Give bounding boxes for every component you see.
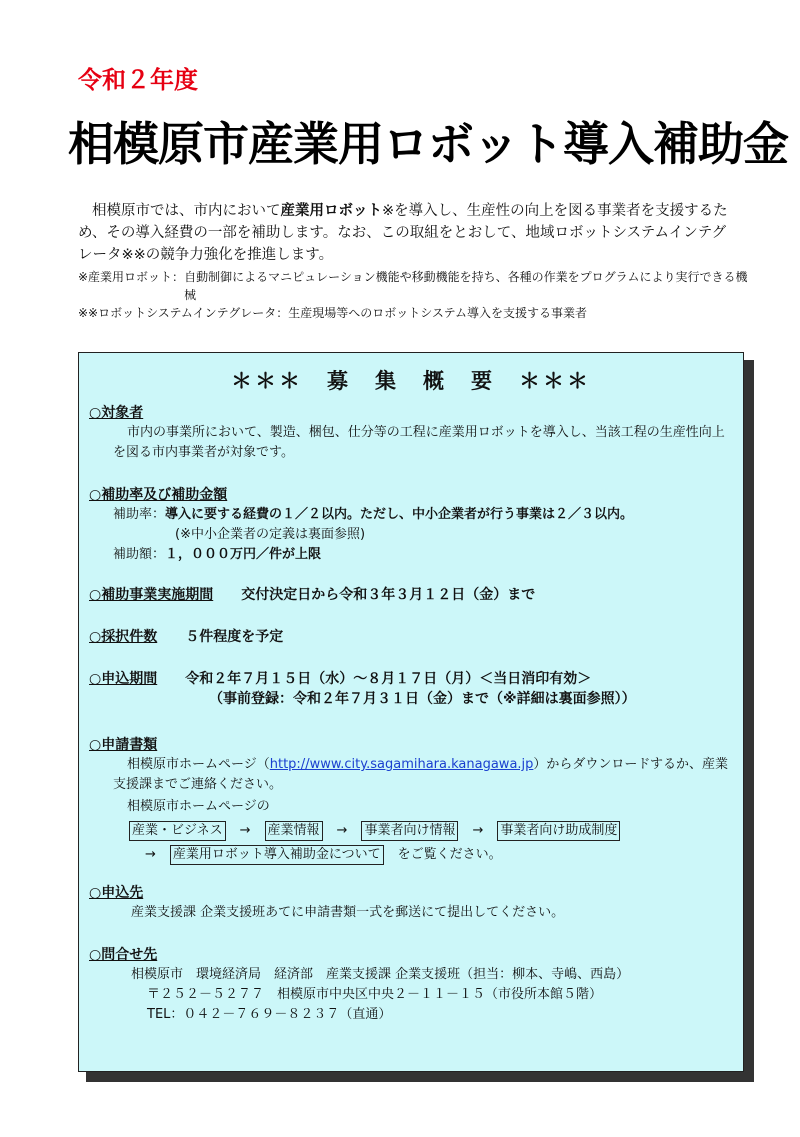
arrow-icon: →	[145, 847, 156, 862]
docs-text-3: 相模原市ホームページの	[127, 799, 270, 814]
docs-text-1: 相模原市ホームページ（	[127, 757, 270, 772]
intro-bold-term: 産業用ロボット	[280, 203, 382, 219]
arrow-icon: →	[239, 823, 251, 838]
summary-heading: ＊＊＊ 募 集 概 要 ＊＊＊	[231, 369, 591, 393]
footnote-term: ※※ロボットシステムインテグレータ：	[78, 306, 289, 320]
section-value: ５件程度を予定	[185, 629, 284, 645]
rate-label: 補助率：	[113, 507, 166, 522]
contact-line: 〒２５２－５２７７ 相模原市中央区中央２－１１－１５（市役所本館５階）	[147, 987, 603, 1002]
section-text: 市内の事業所において、製造、梱包、仕分等の工程に産業用ロボットを導入し、当該工程の生産性向上を図る市内事業者が対象です。	[113, 425, 725, 460]
section-value: 交付決定日から令和３年３月１２日（金）まで	[241, 587, 536, 603]
docs-text-4: をご覧ください。	[397, 847, 502, 862]
footnote-term: ※産業用ロボット：	[78, 270, 185, 284]
contact-line: 相模原市 環境経済局 経済部 産業支援課 企業支援班（担当：柳本、寺嶋、西島）	[131, 967, 630, 982]
rate-text: 導入に要する経費の１／２以内。ただし、中小企業者が行う事業は２／３以内。	[165, 507, 634, 522]
section-title: ○対象者	[89, 405, 144, 421]
footnote	[78, 304, 758, 322]
footnote	[78, 268, 758, 304]
section-title: ○申込先	[89, 885, 144, 901]
nav-subsidy-system: 事業者向け助成制度	[497, 821, 620, 841]
section-period	[89, 585, 737, 605]
section-submit	[89, 883, 737, 923]
nav-industry-business: 産業・ビジネス	[129, 821, 226, 841]
section-contact	[89, 945, 737, 1025]
intro-text-2: ※を導入し、生産性の向上を図る事業者を支援するため、その導入経費の一部を補助します。なお、この取組をとおして、地域ロボットシステムインテグレータ※※の競争力強化を推進します。	[78, 203, 728, 263]
section-title: ○申込期間	[89, 671, 158, 687]
footnotes	[78, 268, 758, 322]
section-apply-period	[89, 669, 737, 709]
summary-box	[78, 352, 744, 1072]
page-title: 相模原市産業用ロボット導入補助金	[68, 117, 788, 171]
homepage-link[interactable]: http://www.city.sagamihara.kanagawa.jp	[269, 757, 534, 772]
docs-text-2: ）からダウンロードするか、産業支援課までご連絡ください。	[113, 757, 729, 792]
amount-label: 補助額：	[113, 547, 166, 562]
nav-business-info: 事業者向け情報	[361, 821, 458, 841]
section-docs	[89, 735, 737, 865]
nav-robot-subsidy: 産業用ロボット導入補助金について	[170, 845, 384, 865]
arrow-icon: →	[472, 823, 484, 838]
intro-text-1: 相模原市では、市内において	[92, 203, 281, 219]
amount-text: １，０００万円／件が上限	[165, 547, 322, 562]
intro-paragraph	[78, 200, 740, 266]
section-title: ○補助事業実施期間	[89, 587, 214, 603]
rate-note: (※中小企業者の定義は裏面参照)	[175, 527, 366, 542]
contact-line: TEL：０４２－７６９－８２３７（直通）	[147, 1007, 392, 1022]
section-title: ○採択件数	[89, 629, 158, 645]
footnote-desc: 生産現場等へのロボットシステム導入を支援する事業者	[288, 306, 588, 320]
fiscal-year-label: 令和２年度	[78, 66, 198, 94]
section-value: 令和２年７月１５日（水）～８月１７日（月）＜当日消印有効＞	[185, 671, 592, 687]
footnote-desc: 自動制御によるマニピュレーション機能や移動機能を持ち、各種の作業をプログラムにより実行できる機械	[184, 270, 748, 302]
section-title: ○補助率及び補助金額	[89, 487, 228, 503]
nav-industry-info: 産業情報	[265, 821, 323, 841]
section-target	[89, 403, 737, 463]
section-text: 産業支援課 企業支援班あてに申請書類一式を郵送にて提出してください。	[131, 905, 565, 920]
section-title: ○申請書類	[89, 737, 158, 753]
arrow-icon: →	[336, 823, 348, 838]
apply-period-sub: （事前登録：令和２年７月３１日（金）まで（※詳細は裏面参照））	[209, 691, 636, 707]
section-count	[89, 627, 737, 647]
section-rate	[89, 485, 737, 565]
section-title: ○問合せ先	[89, 947, 158, 963]
